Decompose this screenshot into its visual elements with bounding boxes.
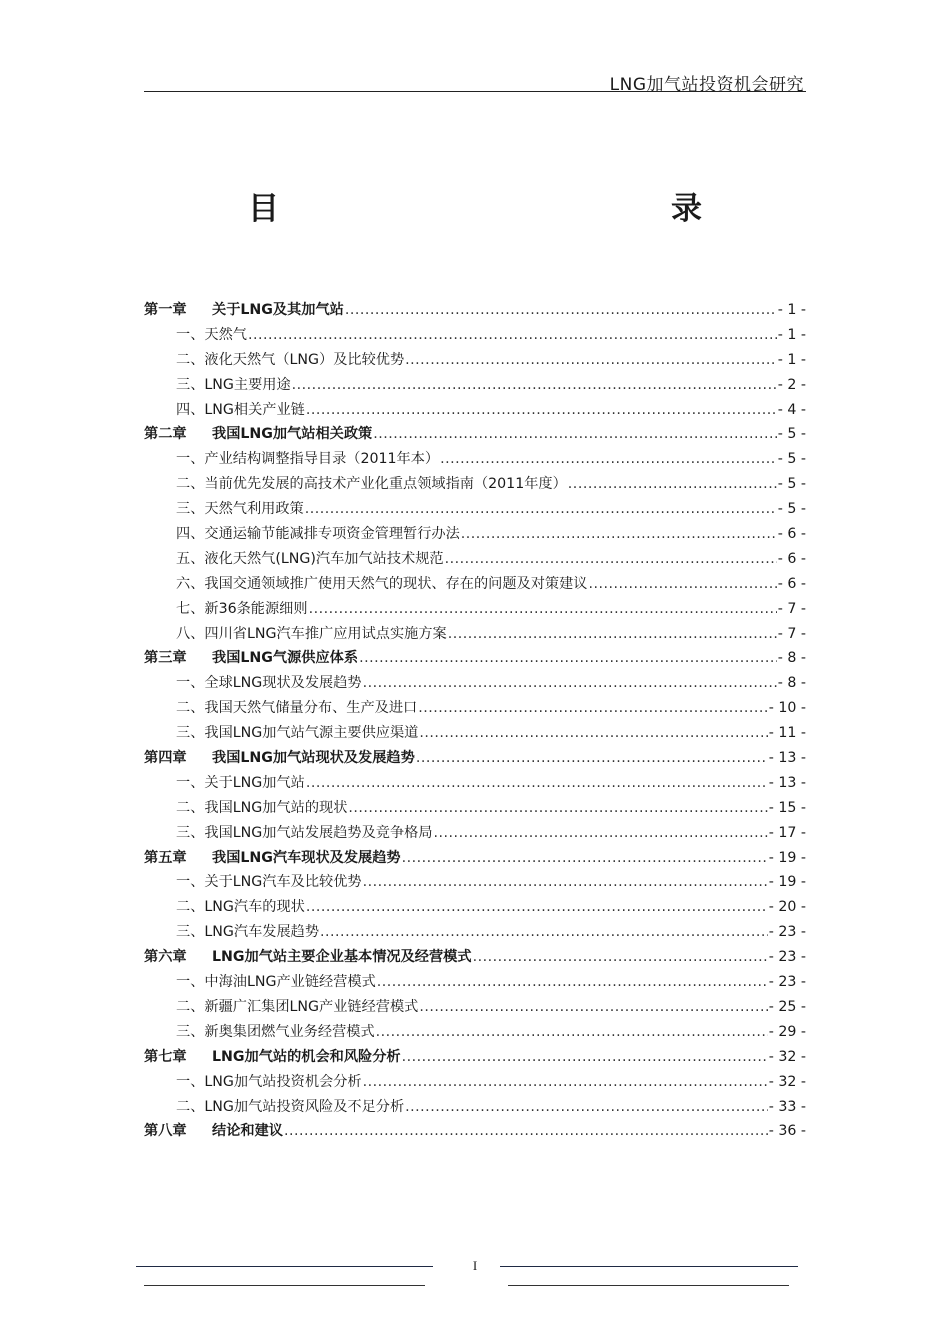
toc-chapter-entry[interactable]	[144, 847, 806, 872]
toc-entry-title: 四、LNG相关产业链	[176, 401, 305, 418]
toc-dot-leader	[363, 675, 777, 691]
toc-page-number: - 23 -	[768, 949, 806, 966]
toc-entry-title: 我国LNG汽车现状及发展趋势	[212, 849, 401, 866]
toc-entry-title: 我国LNG气源供应体系	[212, 650, 359, 667]
toc-page-number: - 11 -	[768, 725, 806, 742]
toc-chapter-number: 第七章	[144, 1048, 187, 1065]
toc-section-entry[interactable]	[144, 498, 806, 523]
toc-section-entry[interactable]	[144, 772, 806, 797]
toc-page-number: - 20 -	[768, 899, 806, 916]
toc-dot-leader	[434, 825, 768, 841]
toc-dot-leader	[248, 327, 777, 343]
toc-entry-title: 一、关于LNG汽车及比较优势	[176, 874, 362, 891]
toc-entry-title: 八、四川省LNG汽车推广应用试点实施方案	[176, 625, 447, 642]
toc-page-number: - 2 -	[777, 376, 806, 393]
toc-page-number: - 25 -	[768, 998, 806, 1015]
toc-page-number: - 4 -	[777, 401, 806, 418]
toc-section-entry[interactable]	[144, 324, 806, 349]
toc-dot-leader	[292, 377, 777, 393]
toc-dot-leader	[305, 501, 777, 517]
footer-rule-right-bottom	[508, 1285, 789, 1286]
toc-dot-leader	[405, 352, 777, 368]
toc-dot-leader	[306, 775, 768, 791]
toc-section-entry[interactable]	[144, 971, 806, 996]
toc-entry-title: 二、液化天然气（LNG）及比较优势	[176, 351, 405, 368]
toc-entry-title: 一、全球LNG现状及发展趋势	[176, 675, 362, 692]
toc-dot-leader	[419, 999, 767, 1015]
toc-entry-title: LNG加气站主要企业基本情况及经营模式	[212, 949, 472, 966]
toc-section-entry[interactable]	[144, 697, 806, 722]
toc-dot-leader	[363, 1074, 768, 1090]
toc-entry-title: 二、当前优先发展的高技术产业化重点领域指南（2011年度）	[176, 476, 567, 493]
toc-dot-leader	[588, 576, 776, 592]
toc-dot-leader	[306, 899, 768, 915]
toc-page-number: - 13 -	[768, 750, 806, 767]
toc-chapter-number: 第五章	[144, 849, 187, 866]
toc-section-entry[interactable]	[144, 1071, 806, 1096]
toc-page-number: - 6 -	[777, 575, 806, 592]
toc-dot-leader	[418, 700, 767, 716]
toc-chapter-entry[interactable]	[144, 1046, 806, 1071]
toc-page-number: - 5 -	[777, 501, 806, 518]
toc-entry-title: 三、天然气利用政策	[176, 501, 304, 518]
toc-page-number: - 5 -	[777, 451, 806, 468]
toc-page-number: - 1 -	[777, 302, 806, 318]
toc-page-number: - 15 -	[768, 799, 806, 816]
toc-chapter-number: 第一章	[144, 302, 187, 318]
toc-dot-leader	[320, 924, 768, 940]
toc-page-number: - 23 -	[768, 974, 806, 991]
toc-page-number: - 32 -	[768, 1073, 806, 1090]
toc-section-entry[interactable]	[144, 623, 806, 648]
toc-entry-title: 七、新36条能源细则	[176, 600, 308, 617]
toc-section-entry[interactable]	[144, 374, 806, 399]
toc-entry-title: 三、LNG汽车发展趋势	[176, 924, 320, 941]
toc-chapter-entry[interactable]	[144, 946, 806, 971]
toc-section-entry[interactable]	[144, 523, 806, 548]
toc-entry-title: 一、产业结构调整指导目录（2011年本）	[176, 451, 440, 468]
toc-chapter-number: 第二章	[144, 426, 187, 443]
toc-page-number: - 13 -	[768, 774, 806, 791]
toc-section-entry[interactable]	[144, 573, 806, 598]
toc-dot-leader	[376, 1024, 768, 1040]
toc-entry-title: 二、LNG汽车的现状	[176, 899, 305, 916]
toc-page-number: - 29 -	[768, 1023, 806, 1040]
toc-dot-leader	[445, 551, 777, 567]
toc-page-number: - 5 -	[777, 426, 806, 443]
toc-dot-leader	[448, 626, 777, 642]
toc-chapter-number: 第三章	[144, 650, 187, 667]
toc-dot-leader	[348, 800, 767, 816]
toc-entry-title: 三、我国LNG加气站气源主要供应渠道	[176, 725, 419, 742]
toc-page-number: - 8 -	[777, 675, 806, 692]
toc-section-entry[interactable]	[144, 996, 806, 1021]
toc-entry-title: 结论和建议	[212, 1123, 283, 1140]
toc-entry-title: 六、我国交通领域推广使用天然气的现状、存在的问题及对策建议	[176, 575, 588, 592]
header-rule	[144, 91, 806, 92]
toc-page-number: - 33 -	[768, 1098, 806, 1115]
toc-chapter-number: 第八章	[144, 1123, 187, 1140]
toc-chapter-entry[interactable]	[144, 423, 806, 448]
toc-section-entry[interactable]	[144, 1021, 806, 1046]
toc-chapter-entry[interactable]	[144, 747, 806, 772]
toc-entry-title: 一、关于LNG加气站	[176, 774, 305, 791]
toc-dot-leader	[416, 750, 768, 766]
toc-dot-leader	[309, 601, 777, 617]
running-header-title: LNG加气站投资机会研究	[609, 75, 804, 95]
toc-dot-leader	[461, 526, 777, 542]
toc-section-entry[interactable]	[144, 921, 806, 946]
table-of-contents	[144, 299, 806, 1145]
toc-dot-leader	[402, 850, 768, 866]
footer-rule-right-top	[500, 1266, 798, 1267]
toc-page-number: - 1 -	[777, 351, 806, 368]
toc-dot-leader	[373, 426, 776, 442]
toc-section-entry[interactable]	[144, 672, 806, 697]
toc-section-entry[interactable]	[144, 548, 806, 573]
toc-chapter-entry[interactable]	[144, 299, 806, 324]
toc-entry-title: LNG加气站的机会和风险分析	[212, 1048, 401, 1065]
toc-dot-leader	[402, 1049, 768, 1065]
toc-section-entry[interactable]	[144, 448, 806, 473]
toc-entry-title: 我国LNG加气站相关政策	[212, 426, 373, 443]
toc-page-number: - 5 -	[777, 476, 806, 493]
toc-section-entry[interactable]	[144, 896, 806, 921]
toc-page-number: - 32 -	[768, 1048, 806, 1065]
toc-entry-title: 一、LNG加气站投资机会分析	[176, 1073, 362, 1090]
toc-page-number: - 6 -	[777, 550, 806, 567]
toc-section-entry[interactable]	[144, 598, 806, 623]
toc-chapter-entry[interactable]	[144, 647, 806, 672]
toc-dot-leader	[473, 949, 768, 965]
footer-page-number: I	[472, 1258, 478, 1273]
toc-entry-title: 我国LNG加气站现状及发展趋势	[212, 750, 415, 767]
toc-page-number: - 23 -	[768, 924, 806, 941]
toc-page-number: - 19 -	[768, 849, 806, 866]
toc-dot-leader	[359, 650, 777, 666]
toc-page-number: - 7 -	[777, 600, 806, 617]
toc-dot-leader	[284, 1123, 768, 1139]
toc-chapter-number: 第四章	[144, 750, 187, 767]
toc-dot-leader	[345, 302, 777, 318]
toc-entry-title: 三、新奥集团燃气业务经营模式	[176, 1023, 375, 1040]
toc-entry-title: 一、中海油LNG产业链经营模式	[176, 974, 376, 991]
toc-page-number: - 19 -	[768, 874, 806, 891]
toc-entry-title: 二、LNG加气站投资风险及不足分析	[176, 1098, 405, 1115]
toc-section-entry[interactable]	[144, 1096, 806, 1121]
toc-page-number: - 7 -	[777, 625, 806, 642]
toc-entry-title: 三、LNG主要用途	[176, 376, 291, 393]
toc-dot-leader	[306, 402, 777, 418]
toc-section-entry[interactable]	[144, 349, 806, 374]
toc-entry-title: 三、我国LNG加气站发展趋势及竞争格局	[176, 824, 433, 841]
toc-page-number: - 6 -	[777, 526, 806, 543]
toc-dot-leader	[440, 451, 777, 467]
toc-page-number: - 10 -	[768, 700, 806, 717]
toc-heading: 目 录	[248, 191, 812, 227]
footer-rule-left-bottom	[144, 1285, 425, 1286]
toc-page-number: - 36 -	[768, 1123, 806, 1140]
toc-entry-title: 四、交通运输节能减排专项资金管理暂行办法	[176, 526, 460, 543]
toc-dot-leader	[377, 974, 768, 990]
toc-section-entry[interactable]	[144, 822, 806, 847]
toc-chapter-entry[interactable]	[144, 1120, 806, 1145]
toc-entry-title: 五、液化天然气(LNG)汽车加气站技术规范	[176, 550, 444, 567]
toc-dot-leader	[405, 1099, 768, 1115]
toc-page-number: - 17 -	[768, 824, 806, 841]
toc-dot-leader	[568, 476, 777, 492]
toc-entry-title: 二、我国LNG加气站的现状	[176, 799, 348, 816]
toc-chapter-number: 第六章	[144, 949, 187, 966]
toc-dot-leader	[419, 725, 767, 741]
toc-page-number: - 1 -	[777, 326, 806, 343]
toc-page-number: - 8 -	[777, 650, 806, 667]
toc-section-entry[interactable]	[144, 399, 806, 424]
toc-section-entry[interactable]	[144, 797, 806, 822]
toc-dot-leader	[363, 874, 768, 890]
toc-entry-title: 一、天然气	[176, 326, 247, 343]
toc-entry-title: 二、新疆广汇集团LNG产业链经营模式	[176, 998, 419, 1015]
toc-entry-title: 关于LNG及其加气站	[212, 302, 344, 318]
toc-section-entry[interactable]	[144, 871, 806, 896]
toc-section-entry[interactable]	[144, 473, 806, 498]
toc-entry-title: 二、我国天然气储量分布、生产及进口	[176, 700, 418, 717]
toc-section-entry[interactable]	[144, 722, 806, 747]
